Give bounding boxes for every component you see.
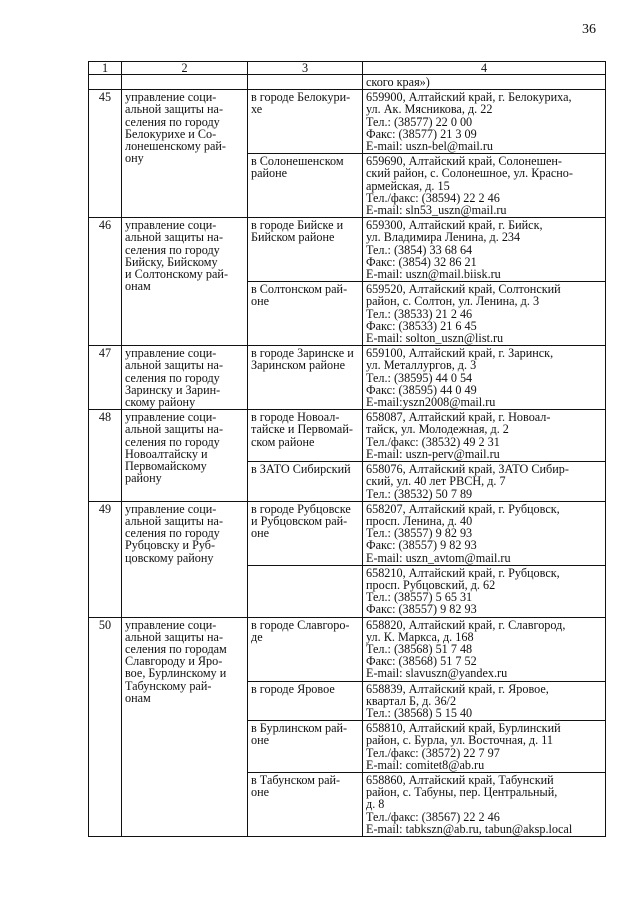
branch-contacts [363, 617, 606, 681]
contact-line: ул. Ак. Мясникова, д. 22 [366, 102, 493, 117]
email-line: E-mail: sln53_uszn@mail.ru [366, 203, 507, 218]
row-number: 46 [89, 218, 122, 346]
contact-line: 659900, Алтайский край, г. Белокуриха, [366, 90, 572, 105]
branch-location: в городе Белокури- хе [248, 90, 363, 154]
contact-line: 659300, Алтайский край, г. Бийск, [366, 218, 543, 233]
row-number: 49 [89, 501, 122, 617]
row-number: 50 [89, 617, 122, 836]
contact-line: Тел.: (38557) 5 65 31 [366, 590, 473, 605]
contact-line: Факс: (38577) 21 3 09 [366, 126, 477, 141]
column-header: 3 [248, 62, 363, 75]
table-row [89, 410, 606, 462]
branch-location: в городе Заринске и Заринском районе [248, 346, 363, 410]
contact-line: Тел.: (38532) 50 7 89 [366, 486, 473, 501]
contact-line: Тел.: (38533) 21 2 46 [366, 306, 473, 321]
contact-line: 658860, Алтайский край, Табунский [366, 772, 554, 787]
branch-location: в Солтонском рай- оне [248, 282, 363, 346]
branch-contacts [363, 772, 606, 836]
email-line: E-mail: uszn-bel@mail.ru [366, 139, 493, 154]
contact-line: ский район, с. Солонешное, ул. Красно- [366, 166, 573, 181]
branch-contacts [363, 154, 606, 218]
contact-line: 658839, Алтайский край, г. Яровое, [366, 681, 549, 696]
contact-line: 659690, Алтайский край, Солонешен- [366, 154, 562, 169]
email-line: E-mail: uszn_avtom@mail.ru [366, 550, 511, 565]
contact-line: 658076, Алтайский край, ЗАТО Сибир- [366, 462, 569, 477]
branch-location: в городе Новоал- тайске и Первомай- ском районе [248, 410, 363, 462]
contact-line: 658207, Алтайский край, г. Рубцовск, [366, 501, 560, 516]
table-row [89, 90, 606, 154]
branch-location: в городе Бийске и Бийском районе [248, 218, 363, 282]
agency-name: управление соци- альной защиты на- селения по городу Рубцовску и Руб- цовскому району [122, 501, 248, 617]
table-header-row [89, 62, 606, 75]
contact-line: квартал Б, д. 36/2 [366, 693, 457, 708]
contact-line: Факс: (38533) 21 6 45 [366, 318, 477, 333]
contact-line: ул. К. Маркса, д. 168 [366, 629, 474, 644]
branch-contacts [363, 346, 606, 410]
contact-line: просп. Ленина, д. 40 [366, 513, 473, 528]
contact-line: 658210, Алтайский край, г. Рубцовск, [366, 565, 560, 580]
contact-line: ский, ул. 40 лет РВСН, д. 7 [366, 474, 506, 489]
row-number: 48 [89, 410, 122, 501]
agency-name: управление соци- альной защиты на- селения по городу Бийску, Бийскому и Солтонскому рай- онам [122, 218, 248, 346]
email-line: E-mail: comitet8@ab.ru [366, 757, 485, 772]
branch-contacts [363, 501, 606, 565]
contact-line: 658820, Алтайский край, г. Славгород, [366, 617, 566, 632]
branch-location: в Табунском рай- оне [248, 772, 363, 836]
agency-name: управление соци- альной защиты на- селения по городу Новоалтайску и Первомайскому району [122, 410, 248, 501]
contact-line: Тел./факс: (38532) 49 2 31 [366, 434, 500, 449]
branch-location: в ЗАТО Сибирский [248, 462, 363, 502]
continuation-row [89, 75, 606, 90]
table-row [89, 218, 606, 282]
contact-line: ул. Владимира Ленина, д. 234 [366, 230, 521, 245]
branch-location: в Солонешенском районе [248, 154, 363, 218]
cell-location [248, 75, 363, 90]
contact-line: район, с. Табуны, пер. Центральный, [366, 785, 558, 800]
contact-line: Тел.: (38595) 44 0 54 [366, 370, 473, 385]
table-row [89, 346, 606, 410]
agency-name: управление соци- альной защиты на- селения по городу Белокурихе и Со- лонешенскому рай- ону [122, 90, 248, 218]
email-line: E-mail: tabkszn@ab.ru, tabun@aksp.local [366, 821, 573, 836]
contact-line: тайск, ул. Молодежная, д. 2 [366, 422, 509, 437]
contact-line: Факс: (38557) 9 82 93 [366, 538, 477, 553]
continuation-text: ского края») [363, 75, 606, 90]
contact-line: 658087, Алтайский край, г. Новоал- [366, 410, 551, 425]
email-line: E-mail: uszn@mail.biisk.ru [366, 267, 501, 282]
contact-line: Тел.: (38557) 9 82 93 [366, 526, 473, 541]
agency-name: управление соци- альной защиты на- селения по городам Славгороду и Яро- вое, Бурлинскому и Табунскому рай- онам [122, 617, 248, 836]
contact-line: Тел.: (38568) 5 15 40 [366, 705, 473, 720]
page-number: 36 [582, 22, 596, 37]
contact-line: д. 8 [366, 797, 385, 812]
branch-contacts [363, 565, 606, 617]
branch-location: в городе Рубцовске и Рубцовском рай- оне [248, 501, 363, 565]
column-header: 4 [363, 62, 606, 75]
column-header: 2 [122, 62, 248, 75]
contact-line: армейская, д. 15 [366, 178, 450, 193]
contact-line: 659520, Алтайский край, Солтонский [366, 282, 561, 297]
branch-contacts [363, 90, 606, 154]
email-line: E-mail: slavuszn@yandex.ru [366, 666, 508, 681]
contact-line: 658810, Алтайский край, Бурлинский [366, 721, 561, 736]
branch-contacts [363, 410, 606, 462]
contact-line: Факс: (38595) 44 0 49 [366, 382, 477, 397]
branch-contacts [363, 218, 606, 282]
contact-line: Тел.: (38568) 51 7 48 [366, 641, 473, 656]
contact-line: Тел./факс: (38594) 22 2 46 [366, 190, 500, 205]
contact-line: Факс: (3854) 32 86 21 [366, 254, 477, 269]
agencies-table [88, 61, 606, 837]
row-number: 45 [89, 90, 122, 218]
email-line: E-mail: uszn-perv@mail.ru [366, 446, 500, 461]
branch-location: в городе Славгоро- де [248, 617, 363, 681]
branch-contacts [363, 681, 606, 721]
branch-location: в городе Яровое [248, 681, 363, 721]
email-line: E-mail:yszn2008@mail.ru [366, 395, 496, 410]
contact-line: район, с. Солтон, ул. Ленина, д. 3 [366, 294, 540, 309]
row-number: 47 [89, 346, 122, 410]
table-row [89, 617, 606, 681]
cell-num [89, 75, 122, 90]
contact-line: Тел./факс: (38572) 22 7 97 [366, 745, 500, 760]
contact-line: 659100, Алтайский край, г. Заринск, [366, 346, 554, 361]
contact-line: Тел.: (3854) 33 68 64 [366, 242, 473, 257]
agency-name: управление соци- альной защиты на- селения по городу Заринску и Зарин- скому району [122, 346, 248, 410]
branch-contacts [363, 462, 606, 502]
contact-line: просп. Рубцовский, д. 62 [366, 577, 496, 592]
email-line: E-mail: solton_uszn@list.ru [366, 331, 504, 346]
contact-line: Тел./факс: (38567) 22 2 46 [366, 809, 500, 824]
contact-line: ул. Металлургов, д. 3 [366, 358, 477, 373]
contact-line: Факс: (38568) 51 7 52 [366, 654, 477, 669]
contact-line: Факс: (38557) 9 82 93 [366, 602, 477, 617]
table-row [89, 501, 606, 565]
contact-line: район, с. Бурла, ул. Восточная, д. 11 [366, 733, 553, 748]
branch-location [248, 565, 363, 617]
column-header: 1 [89, 62, 122, 75]
contact-line: Тел.: (38577) 22 0 00 [366, 114, 473, 129]
branch-contacts [363, 721, 606, 773]
cell-agency [122, 75, 248, 90]
branch-location: в Бурлинском рай- оне [248, 721, 363, 773]
branch-contacts [363, 282, 606, 346]
